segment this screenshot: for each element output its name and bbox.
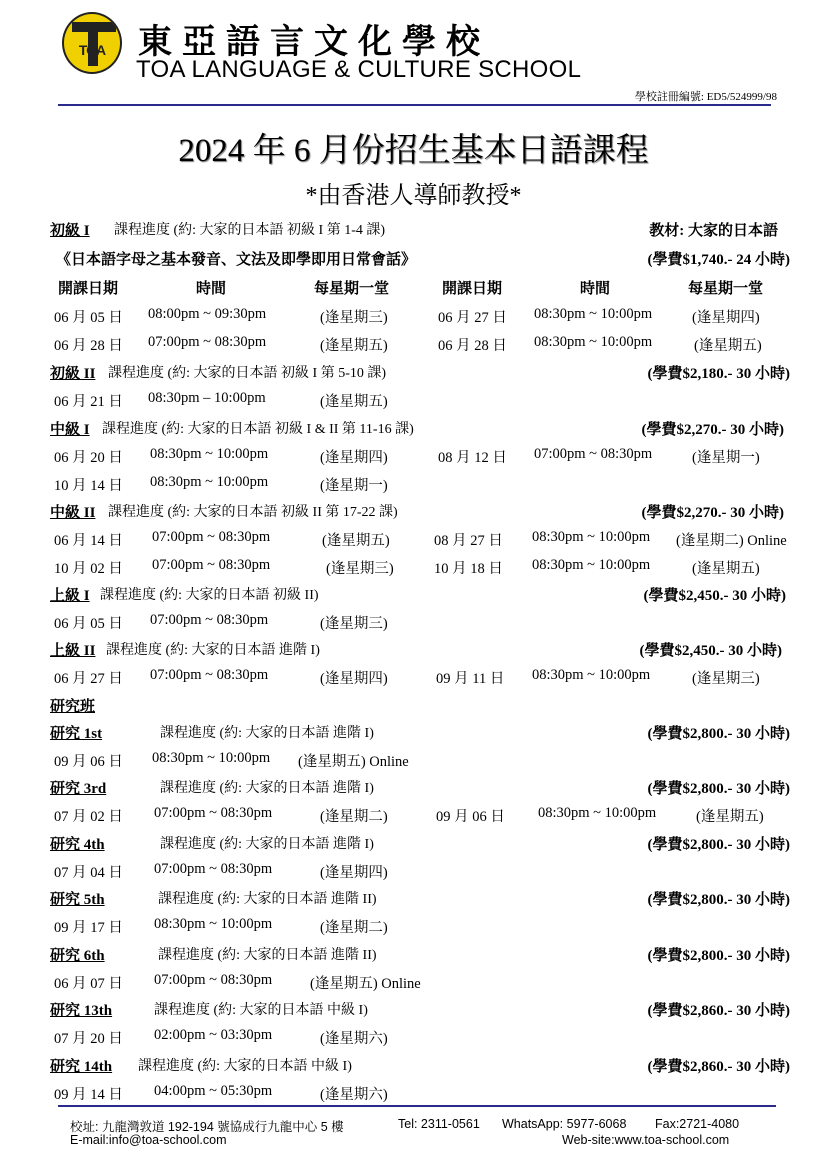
footer-divider	[58, 1105, 776, 1107]
course-level: 中級 I	[50, 422, 90, 438]
start-date: 09 月 11 日	[436, 671, 505, 687]
start-date: 09 月 06 日	[436, 809, 505, 825]
start-date: 06 月 28 日	[438, 338, 507, 354]
schedule-row	[50, 972, 790, 998]
class-time: 08:30pm – 10:00pm	[148, 390, 266, 406]
start-date: 08 月 12 日	[438, 450, 507, 466]
course-desc-row	[50, 248, 790, 274]
class-time: 07:00pm ~ 08:30pm	[534, 446, 653, 462]
course-progress: 課程進度 (約: 大家的日本語 進階 I)	[160, 781, 374, 796]
class-time: 07:00pm ~ 08:30pm	[154, 861, 273, 877]
class-time: 08:30pm ~ 10:00pm	[538, 805, 657, 821]
course-header-r6	[50, 944, 790, 970]
class-time: 08:30pm ~ 10:00pm	[534, 306, 653, 322]
schedule-row	[50, 446, 790, 472]
class-time: 07:00pm ~ 08:30pm	[150, 667, 269, 683]
weekday: (逢星期三)	[692, 671, 760, 687]
start-date: 09 月 17 日	[54, 920, 123, 936]
course-progress: 課程進度 (約: 大家的日本語 初級 II)	[100, 588, 319, 603]
course-fee: (學費$2,860.- 30 小時)	[647, 1059, 790, 1075]
school-logo	[62, 12, 122, 74]
course-fee: (學費$2,180.- 30 小時)	[647, 366, 790, 382]
start-date: 10 月 02 日	[54, 561, 123, 577]
course-level: 研究 1st	[50, 726, 103, 742]
course-level: 研究 3rd	[50, 781, 107, 797]
schedule-row	[50, 861, 790, 887]
class-time: 08:30pm ~ 10:00pm	[150, 474, 269, 490]
start-date: 06 月 05 日	[54, 616, 123, 632]
footer-tel: Tel: 2311-0561	[398, 1117, 480, 1131]
header-divider	[58, 104, 771, 106]
course-progress: 課程進度 (約: 大家的日本語 進階 I)	[160, 726, 374, 741]
schedule-row	[50, 667, 790, 693]
course-fee: (學費$2,800.- 30 小時)	[647, 892, 790, 908]
start-date: 06 月 27 日	[438, 310, 507, 326]
course-progress: 課程進度 (約: 大家的日本語 初級 II 第 17-22 課)	[108, 505, 398, 520]
course-header-beg2	[50, 362, 790, 388]
footer-email[interactable]: E-mail:info@toa-school.com	[70, 1133, 227, 1147]
weekday: (逢星期三)	[326, 561, 394, 577]
weekday: (逢星期四)	[320, 865, 388, 881]
course-fee: (學費$2,450.- 30 小時)	[639, 643, 782, 659]
weekday: (逢星期五)	[322, 533, 390, 549]
class-time: 08:30pm ~ 10:00pm	[534, 334, 653, 350]
class-time: 08:30pm ~ 10:00pm	[154, 916, 273, 932]
schedule-row	[50, 916, 790, 942]
course-progress: 課程進度 (約: 大家的日本語 中級 I)	[138, 1059, 352, 1074]
page-title: 2024 年 6 月份招生基本日語課程	[178, 133, 649, 169]
course-fee: (學費$2,860.- 30 小時)	[647, 1003, 790, 1019]
course-header-mid2	[50, 501, 790, 527]
weekday: (逢星期五) Online	[310, 976, 421, 992]
start-date: 07 月 02 日	[54, 809, 123, 825]
weekday: (逢星期四)	[320, 671, 388, 687]
weekday: (逢星期五)	[320, 338, 388, 354]
start-date: 06 月 20 日	[54, 450, 123, 466]
col-time: 時間	[196, 281, 227, 297]
logo-text: TOA	[78, 42, 106, 58]
weekday: (逢星期四)	[692, 310, 760, 326]
weekday: (逢星期六)	[320, 1031, 388, 1047]
schedule-row	[50, 390, 790, 416]
weekday: (逢星期二)	[320, 809, 388, 825]
class-time: 07:00pm ~ 08:30pm	[154, 972, 273, 988]
weekday: (逢星期五)	[696, 809, 764, 825]
start-date: 09 月 14 日	[54, 1087, 123, 1103]
course-header-mid1	[50, 418, 790, 444]
start-date: 06 月 14 日	[54, 533, 123, 549]
weekday: (逢星期五) Online	[298, 754, 409, 770]
start-date: 10 月 14 日	[54, 478, 123, 494]
start-date: 06 月 21 日	[54, 394, 123, 410]
class-time: 08:30pm ~ 10:00pm	[150, 446, 269, 462]
course-level: 研究 4th	[50, 837, 105, 853]
start-date: 07 月 04 日	[54, 865, 123, 881]
course-header-r4	[50, 833, 790, 859]
schedule-row	[50, 805, 790, 831]
research-section-title: 研究班	[50, 699, 96, 715]
course-description: 《日本語字母之基本發音、文法及即學即用日常會話》	[56, 252, 417, 268]
weekday: (逢星期五)	[694, 338, 762, 354]
weekday: (逢星期五)	[692, 561, 760, 577]
weekday: (逢星期一)	[320, 478, 388, 494]
school-name-chinese: 東亞語言文化學校	[138, 22, 490, 62]
start-date: 10 月 18 日	[434, 561, 503, 577]
course-progress: 課程進度 (約: 大家的日本語 進階 I)	[106, 643, 320, 658]
weekday: (逢星期四)	[320, 450, 388, 466]
course-level: 研究 14th	[50, 1059, 113, 1075]
course-progress: 課程進度 (約: 大家的日本語 中級 I)	[154, 1003, 368, 1018]
footer-address: 校址: 九龍灣敦道 192-194 號協成行九龍中心 5 樓	[70, 1120, 344, 1134]
course-progress: 課程進度 (約: 大家的日本語 進階 II)	[158, 948, 377, 963]
class-time: 04:00pm ~ 05:30pm	[154, 1083, 273, 1099]
col-weekly: 每星期一堂	[314, 281, 390, 297]
weekday: (逢星期一)	[692, 450, 760, 466]
schedule-row	[50, 306, 790, 332]
course-fee: (學費$2,800.- 30 小時)	[647, 948, 790, 964]
course-header-r13	[50, 999, 790, 1025]
course-level: 研究 13th	[50, 1003, 113, 1019]
course-header-r5	[50, 888, 790, 914]
course-level: 研究 5th	[50, 892, 105, 908]
class-time: 08:30pm ~ 10:00pm	[532, 557, 651, 573]
class-time: 07:00pm ~ 08:30pm	[148, 334, 267, 350]
start-date: 06 月 27 日	[54, 671, 123, 687]
course-header-r3	[50, 777, 790, 803]
weekday: (逢星期三)	[320, 310, 388, 326]
class-time: 07:00pm ~ 08:30pm	[152, 529, 271, 545]
course-header-adv1	[50, 584, 790, 610]
class-time: 08:30pm ~ 10:00pm	[152, 750, 271, 766]
footer-website[interactable]: Web-site:www.toa-school.com	[562, 1133, 730, 1147]
course-header-adv2	[50, 639, 790, 665]
class-time: 08:30pm ~ 10:00pm	[532, 529, 651, 545]
start-date: 06 月 05 日	[54, 310, 123, 326]
footer-whatsapp: WhatsApp: 5977-6068	[502, 1117, 627, 1131]
col-time: 時間	[580, 281, 611, 297]
course-level: 初級 II	[50, 366, 96, 382]
col-start-date: 開課日期	[58, 281, 119, 297]
registration-number: 學校註冊編號: ED5/524999/98	[634, 91, 777, 103]
course-header-r1	[50, 722, 790, 748]
schedule-row	[50, 750, 790, 776]
course-fee: (學費$2,800.- 30 小時)	[647, 837, 790, 853]
course-header-beg1	[50, 219, 790, 245]
course-progress: 課程進度 (約: 大家的日本語 初級 I 第 1-4 課)	[114, 223, 386, 238]
class-time: 08:00pm ~ 09:30pm	[148, 306, 267, 322]
course-level: 上級 II	[50, 643, 96, 659]
course-fee: (學費$2,800.- 30 小時)	[647, 726, 790, 742]
class-time: 07:00pm ~ 08:30pm	[152, 557, 271, 573]
start-date: 07 月 20 日	[54, 1031, 123, 1047]
course-progress: 課程進度 (約: 大家的日本語 進階 II)	[158, 892, 377, 907]
course-level: 初級 I	[50, 223, 90, 239]
page-subtitle: *由香港人導師教授*	[305, 183, 522, 209]
course-progress: 課程進度 (約: 大家的日本語 初級 I & II 第 11-16 課)	[102, 422, 414, 437]
course-progress: 課程進度 (約: 大家的日本語 初級 I 第 5-10 課)	[108, 366, 387, 381]
weekday: (逢星期六)	[320, 1087, 388, 1103]
schedule-header-row	[50, 277, 790, 303]
school-name-english: TOA LANGUAGE & CULTURE SCHOOL	[136, 56, 582, 83]
col-start-date: 開課日期	[442, 281, 503, 297]
course-header-r14	[50, 1055, 790, 1081]
weekday: (逢星期二) Online	[676, 533, 787, 549]
textbook-label: 教材: 大家的日本語	[649, 223, 778, 239]
schedule-row	[50, 474, 790, 500]
start-date: 06 月 28 日	[54, 338, 123, 354]
schedule-row	[50, 529, 790, 555]
class-time: 08:30pm ~ 10:00pm	[532, 667, 651, 683]
weekday: (逢星期二)	[320, 920, 388, 936]
course-level: 上級 I	[50, 588, 90, 604]
course-progress: 課程進度 (約: 大家的日本語 進階 I)	[160, 837, 374, 852]
course-fee: (學費$1,740.- 24 小時)	[647, 252, 790, 268]
start-date: 06 月 07 日	[54, 976, 123, 992]
schedule-row	[50, 557, 790, 583]
col-weekly: 每星期一堂	[688, 281, 764, 297]
footer-fax: Fax:2721-4080	[655, 1117, 740, 1131]
schedule-row	[50, 1027, 790, 1053]
class-time: 02:00pm ~ 03:30pm	[154, 1027, 273, 1043]
class-time: 07:00pm ~ 08:30pm	[154, 805, 273, 821]
schedule-row	[50, 612, 790, 638]
start-date: 08 月 27 日	[434, 533, 503, 549]
course-fee: (學費$2,450.- 30 小時)	[643, 588, 786, 604]
start-date: 09 月 06 日	[54, 754, 123, 770]
course-fee: (學費$2,270.- 30 小時)	[641, 505, 784, 521]
course-level: 研究 6th	[50, 948, 105, 964]
course-fee: (學費$2,800.- 30 小時)	[647, 781, 790, 797]
weekday: (逢星期五)	[320, 394, 388, 410]
course-level: 中級 II	[50, 505, 96, 521]
weekday: (逢星期三)	[320, 616, 388, 632]
research-section-row	[50, 695, 790, 721]
class-time: 07:00pm ~ 08:30pm	[150, 612, 269, 628]
schedule-row	[50, 334, 790, 360]
course-fee: (學費$2,270.- 30 小時)	[641, 422, 784, 438]
